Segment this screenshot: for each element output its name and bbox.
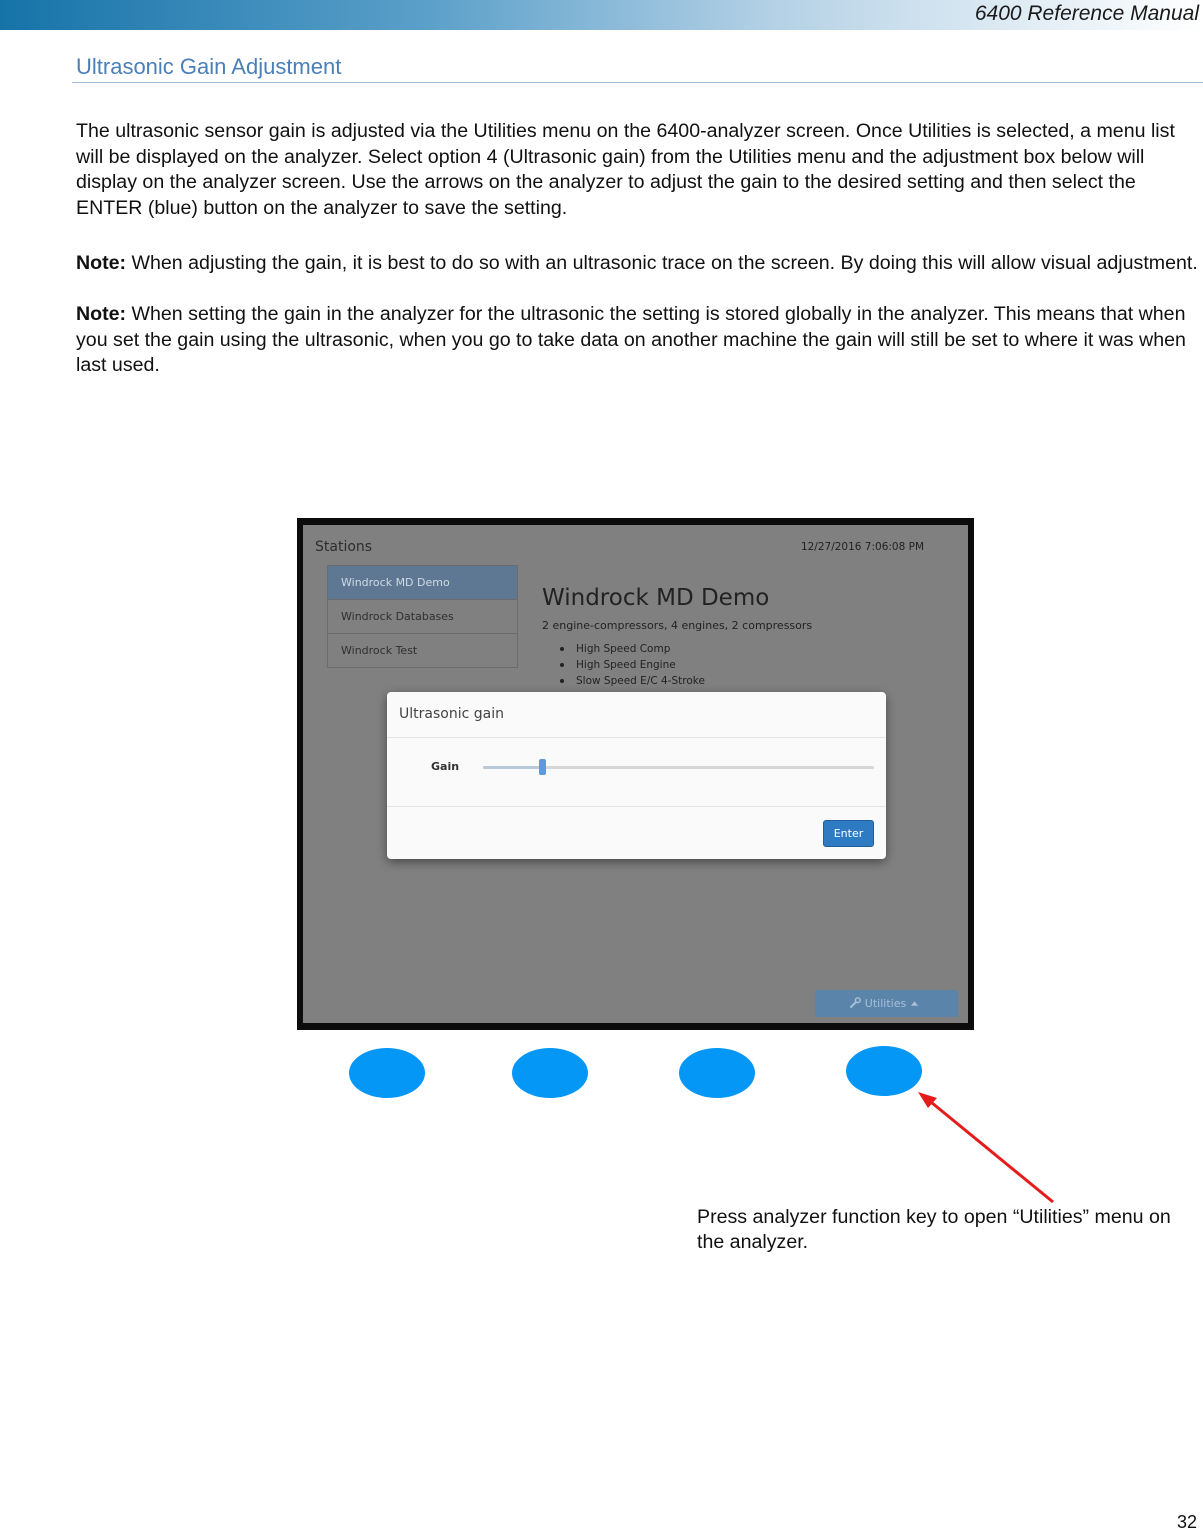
manual-title: 6400 Reference Manual bbox=[974, 2, 1199, 25]
function-key-1[interactable] bbox=[349, 1048, 425, 1098]
section-title: Ultrasonic Gain Adjustment bbox=[76, 54, 342, 79]
utilities-button[interactable] bbox=[815, 990, 958, 1017]
intro-paragraph: The ultrasonic sensor gain is adjusted via the Utilities menu on the 6400-analyzer screen. Once Utilities is selected, a menu list will be displayed on the analyzer. Select option 4 (Ultrasonic gain) from the Utilities menu and the adjustment box below will display on the analyzer screen. Use the arrows on the analyzer to adjust the gain to the desired setting and then select the ENTER (blue) button on the analyzer to save the setting. bbox=[76, 120, 1175, 219]
dialog-divider bbox=[387, 806, 886, 807]
gain-slider-thumb[interactable] bbox=[539, 759, 546, 775]
gain-slider[interactable] bbox=[483, 766, 874, 769]
note-2-label: Note: bbox=[76, 303, 127, 325]
machine-item-label: High Speed Comp bbox=[576, 643, 671, 655]
caret-up-icon bbox=[910, 1000, 919, 1007]
bullet-icon bbox=[560, 647, 564, 651]
machine-item[interactable] bbox=[560, 673, 705, 689]
note-1-label: Note: bbox=[76, 252, 127, 274]
section-divider bbox=[72, 82, 1203, 83]
gain-label: Gain bbox=[431, 760, 460, 773]
stations-title: Stations bbox=[315, 539, 373, 555]
function-key-3[interactable] bbox=[679, 1048, 755, 1098]
station-item-windrock-md-demo[interactable]: Windrock MD Demo bbox=[328, 566, 517, 600]
station-subtitle: 2 engine-compressors, 4 engines, 2 compressors bbox=[542, 619, 813, 632]
enter-button[interactable]: Enter bbox=[823, 820, 874, 847]
analyzer-screen bbox=[303, 525, 968, 1023]
timestamp: 12/27/2016 7:06:08 PM bbox=[800, 541, 924, 553]
station-heading: Windrock MD Demo bbox=[542, 585, 770, 611]
dialog-title: Ultrasonic gain bbox=[399, 706, 504, 722]
machine-list bbox=[560, 641, 705, 689]
note-2-text: When setting the gain in the analyzer for the ultrasonic the setting is stored globally in the analyzer. This means that when you set the gain using the ultrasonic, when you go to take data on another machine the gain will still be set to where it was when last used. bbox=[76, 303, 1186, 376]
callout-text: Press analyzer function key to open “Utilities” menu on the analyzer. bbox=[697, 1206, 1171, 1253]
dialog-divider bbox=[387, 737, 886, 738]
bullet-icon bbox=[560, 663, 564, 667]
note-1 bbox=[76, 251, 1198, 277]
note-1-text: When adjusting the gain, it is best to do so with an ultrasonic trace on the screen. By doing this will allow visual adjustment. bbox=[126, 252, 1198, 274]
note-2 bbox=[76, 302, 1198, 379]
callout-arrow bbox=[910, 1085, 1060, 1205]
station-item-windrock-databases[interactable]: Windrock Databases bbox=[328, 600, 517, 634]
wrench-icon bbox=[850, 997, 861, 1008]
ultrasonic-gain-dialog bbox=[387, 692, 886, 859]
station-list bbox=[327, 565, 518, 668]
gain-slider-fill bbox=[483, 766, 542, 769]
machine-item-label: Slow Speed E/C 4-Stroke bbox=[576, 675, 705, 687]
page-number: 32 bbox=[1176, 1512, 1197, 1532]
bullet-icon bbox=[560, 679, 564, 683]
station-item-windrock-test[interactable]: Windrock Test bbox=[341, 644, 418, 657]
utilities-label: Utilities bbox=[864, 997, 907, 1010]
machine-item[interactable] bbox=[560, 657, 705, 673]
machine-item-label: High Speed Engine bbox=[576, 659, 676, 671]
function-key-2[interactable] bbox=[512, 1048, 588, 1098]
machine-item[interactable] bbox=[560, 641, 705, 657]
analyzer-screen-frame bbox=[297, 518, 974, 1030]
